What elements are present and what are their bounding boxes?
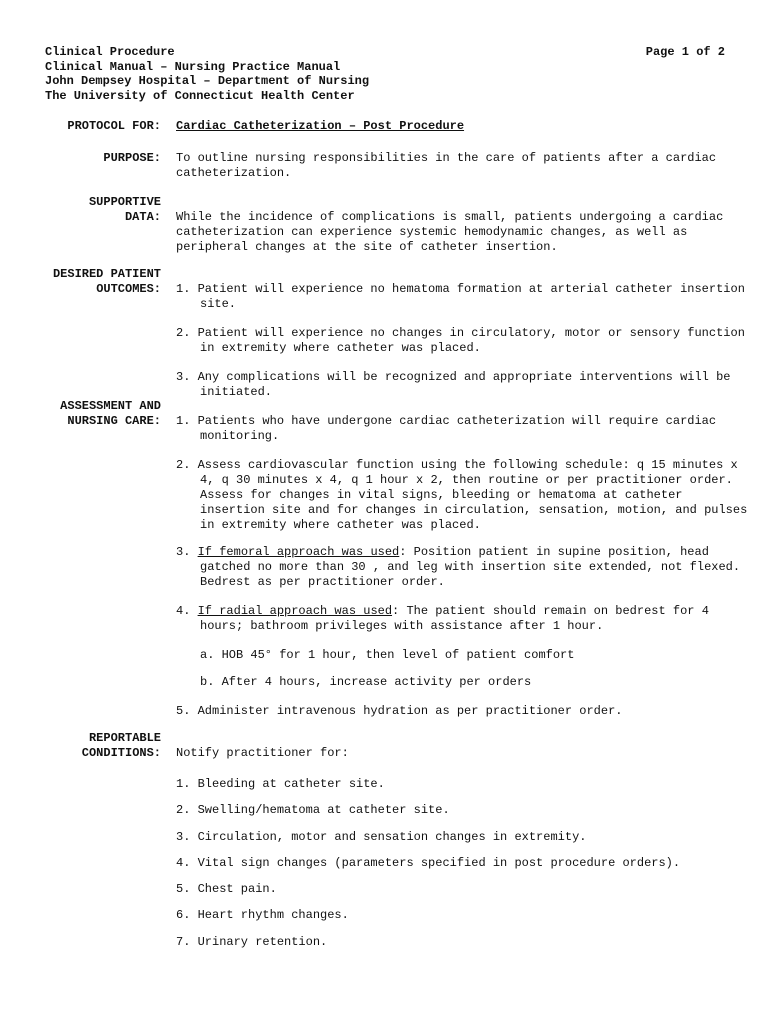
reportable-item-5: 5. Chest pain. bbox=[176, 882, 277, 896]
assessment-item-3 bbox=[176, 545, 748, 590]
reportable-label-line-1: REPORTABLE bbox=[88, 731, 161, 745]
header-line-2: Clinical Manual – Nursing Practice Manual bbox=[45, 59, 341, 74]
reportable-item-1: 1. Bleeding at catheter site. bbox=[176, 777, 385, 791]
protocol-title: Cardiac Catheterization – Post Procedure bbox=[176, 119, 465, 133]
reportable-intro: Notify practitioner for: bbox=[176, 746, 349, 760]
reportable-item-2: 2. Swelling/hematoma at catheter site. bbox=[176, 803, 450, 817]
assessment-item-2: 2. Assess cardiovascular function using the following schedule: q 15 minutes x 4, q 30 minutes x 4, q 1 hour x 2, then routine or per practitioner order. Assess for changes in vital signs, bleeding or hematoma at catheter insertion site and for changes in circulation, sensation, motion, and pulses in extremity where catheter was placed. bbox=[176, 458, 748, 532]
outcomes-label-line-2: OUTCOMES: bbox=[96, 282, 161, 296]
page-number: Page 1 of 2 bbox=[645, 45, 725, 59]
supportive-label-line-2: DATA: bbox=[124, 210, 161, 224]
header-line-4: The University of Connecticut Health Center bbox=[45, 88, 355, 103]
purpose-text: To outline nursing responsibilities in the care of patients after a cardiac catheterization. bbox=[176, 151, 717, 180]
assessment-item-3-number: 3. bbox=[176, 545, 198, 559]
reportable-item-3: 3. Circulation, motor and sensation changes in extremity. bbox=[176, 830, 587, 844]
outcome-item-1: 1. Patient will experience no hematoma formation at arterial catheter insertion site. bbox=[176, 282, 745, 311]
assessment-item-4 bbox=[176, 604, 748, 634]
assessment-item-4-text: : The patient should remain on bedrest for 4 hours; bathroom privileges with assistance after 1 hour. bbox=[200, 604, 709, 633]
protocol-label: PROTOCOL FOR: bbox=[67, 119, 161, 133]
purpose-label: PURPOSE: bbox=[103, 151, 161, 165]
document-header bbox=[45, 45, 725, 103]
header-line-1: Clinical Procedure bbox=[45, 45, 175, 59]
supportive-label-line-1: SUPPORTIVE bbox=[88, 195, 161, 209]
supportive-text: While the incidence of complications is small, patients undergoing a cardiac catheterization can experience systemic hemodynamic changes, as well as peripheral changes at the site of catheter insertion. bbox=[176, 210, 724, 254]
assessment-item-3-text: : Position patient in supine position, head gatched no more than 30 , and leg with insertion site extended, not flexed. Bedrest as per practitioner order. bbox=[200, 545, 741, 589]
assessment-subitem-a: a. HOB 45° for 1 hour, then level of patient comfort bbox=[200, 648, 575, 662]
assessment-subitem-b: b. After 4 hours, increase activity per orders bbox=[200, 675, 532, 689]
reportable-item-7: 7. Urinary retention. bbox=[176, 935, 328, 949]
outcomes-label-line-1: DESIRED PATIENT bbox=[52, 267, 161, 281]
supportive-label bbox=[0, 195, 161, 225]
radial-approach-heading: If radial approach was used bbox=[197, 604, 393, 618]
reportable-item-4: 4. Vital sign changes (parameters specified in post procedure orders). bbox=[176, 856, 681, 870]
assessment-label-line-2: NURSING CARE: bbox=[67, 414, 161, 428]
header-line-3: John Dempsey Hospital – Department of Nursing bbox=[45, 74, 370, 88]
outcomes-label bbox=[0, 267, 161, 297]
reportable-label-line-2: CONDITIONS: bbox=[81, 746, 161, 760]
assessment-item-1: 1. Patients who have undergone cardiac catheterization will require cardiac monitoring. bbox=[176, 414, 717, 443]
outcome-item-3: 3. Any complications will be recognized and appropriate interventions will be initiated. bbox=[176, 370, 731, 399]
reportable-label bbox=[0, 731, 161, 761]
assessment-item-4-number: 4. bbox=[176, 604, 198, 618]
assessment-label bbox=[0, 399, 161, 429]
assessment-label-line-1: ASSESSMENT AND bbox=[60, 399, 161, 413]
reportable-item-6: 6. Heart rhythm changes. bbox=[176, 908, 349, 922]
femoral-approach-heading: If femoral approach was used bbox=[197, 545, 400, 559]
assessment-item-5: 5. Administer intravenous hydration as per practitioner order. bbox=[176, 704, 623, 718]
outcome-item-2: 2. Patient will experience no changes in circulatory, motor or sensory function in extremity where catheter was placed. bbox=[176, 326, 745, 355]
